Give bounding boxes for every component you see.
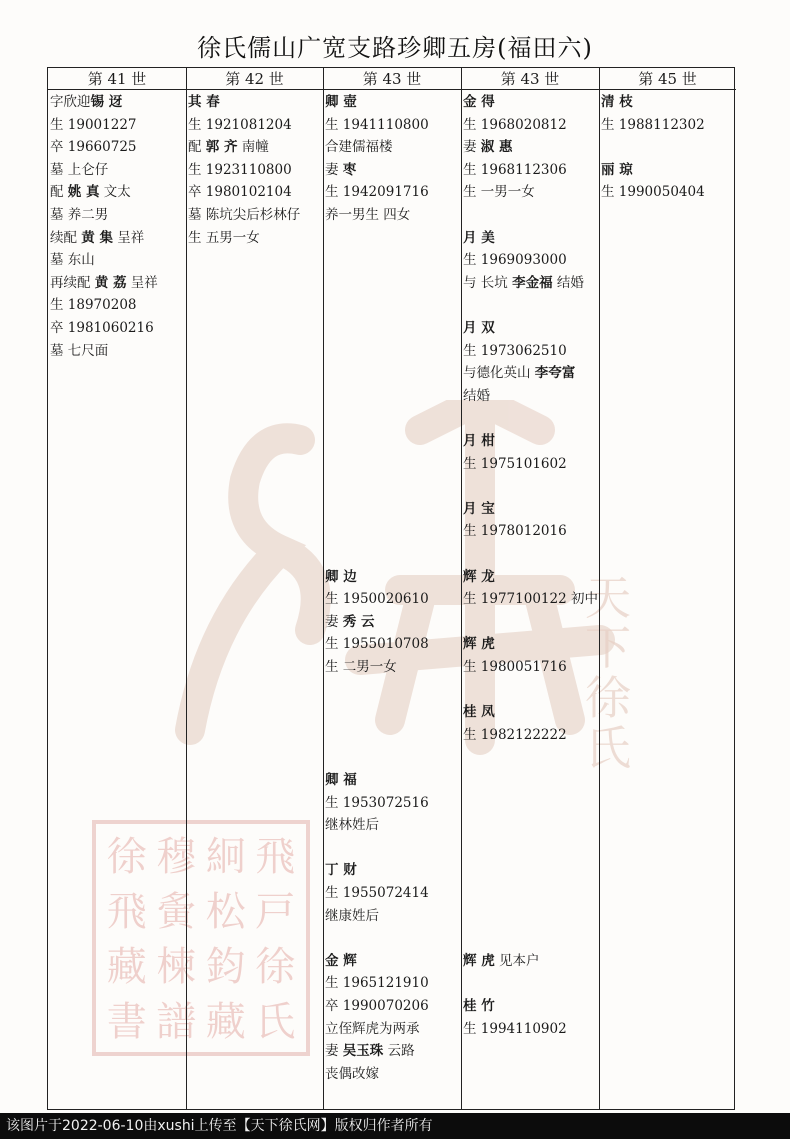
- name-text: 清 枝: [601, 94, 633, 110]
- column-divider: [599, 68, 600, 1109]
- name-text: 吴玉珠: [342, 1043, 384, 1060]
- record-line: [325, 182, 429, 202]
- name-text: 月 双: [463, 320, 495, 336]
- name-text: 桂 竹: [463, 998, 495, 1014]
- record-text: 生 1994110902: [463, 1020, 567, 1037]
- person-name: [463, 567, 495, 587]
- record-line: [325, 612, 375, 632]
- record-text: 生 1941110800: [325, 116, 429, 133]
- record-line: [325, 634, 429, 654]
- record-suffix: 见本户: [494, 952, 540, 969]
- record-text: 生 1990050404: [601, 184, 705, 201]
- seal-char: 楝: [156, 944, 197, 990]
- record-text: 字欣迎: [50, 94, 91, 110]
- header-gen-45: 第 45 世: [599, 68, 736, 90]
- column-divider: [323, 68, 324, 1109]
- name-text: 月 柑: [463, 433, 495, 449]
- record-line: [50, 250, 95, 270]
- record-text: 墓 东山: [50, 252, 95, 269]
- record-text: 生 二男一女: [325, 659, 397, 675]
- record-line: [463, 137, 513, 157]
- record-text: 续配: [50, 229, 82, 246]
- name-text: 金 得: [463, 94, 495, 110]
- name-text: 月 美: [463, 229, 495, 246]
- person-name: [463, 318, 495, 338]
- record-line: [463, 115, 567, 135]
- person-name: [463, 996, 495, 1016]
- record-line: [188, 228, 260, 248]
- record-line: [188, 182, 292, 202]
- genealogy-table: [47, 67, 735, 1110]
- person-name: [463, 702, 495, 722]
- name-text: 秀 云: [342, 613, 375, 630]
- record-line: [50, 160, 108, 180]
- record-line: [463, 657, 567, 677]
- record-line: [325, 815, 379, 835]
- record-text: 卒 1981060216: [50, 320, 154, 336]
- seal-char: 鈞: [205, 944, 246, 990]
- seal-char: 松: [205, 889, 246, 935]
- name-text: 郭 齐: [205, 139, 238, 156]
- page-title: 徐氏儒山广宽支路珍卿五房(福田六): [197, 34, 593, 62]
- name-text: 卿 福: [325, 772, 357, 788]
- record-text: 生 1921081204: [188, 116, 292, 133]
- record-suffix: 文太: [99, 184, 131, 201]
- record-text: 生 1923110800: [188, 161, 292, 178]
- name-text: 辉 龙: [463, 568, 495, 585]
- footer-copyright: 该图片于2022-06-10由xushi上传至【天下徐氏网】版权归作者所有: [0, 1113, 790, 1139]
- name-text: 淑 惠: [480, 139, 513, 156]
- person-name: [325, 567, 357, 587]
- record-line: [50, 115, 137, 135]
- record-text: 生 18970208: [50, 297, 137, 314]
- record-line: [325, 883, 429, 903]
- record-line: [463, 454, 567, 474]
- person-name: [463, 228, 495, 248]
- record-line: [325, 1064, 379, 1084]
- record-line: [50, 318, 154, 338]
- name-text: 姚 真: [67, 184, 100, 201]
- seal-char: 徐: [255, 944, 296, 990]
- record-text: 生 1988112302: [601, 116, 705, 133]
- person-name: [463, 431, 495, 451]
- person-name: [601, 92, 633, 112]
- watermark-char: 氏: [585, 721, 631, 775]
- record-line: [463, 363, 575, 383]
- header-gen-43b: 第 43 世: [461, 68, 599, 90]
- record-line: [50, 137, 137, 157]
- record-text: 配: [50, 184, 68, 201]
- record-text: 生 1950020610: [325, 591, 429, 608]
- header-gen-41: 第 41 世: [48, 68, 186, 90]
- person-name: [325, 92, 357, 112]
- record-suffix: 南幢: [237, 139, 269, 156]
- record-line: [325, 115, 429, 135]
- name-text: 辉 虎: [463, 636, 495, 653]
- seal-char: 藏: [205, 999, 246, 1045]
- name-text: 枣: [342, 161, 357, 178]
- watermark-char: 徐: [585, 671, 631, 725]
- seal-char: 戸: [255, 889, 296, 935]
- record-line: [463, 160, 567, 180]
- record-text: 生 1975101602: [463, 455, 567, 472]
- name-text: 月 宝: [463, 500, 495, 517]
- record-text: 合建儒福楼: [325, 139, 393, 156]
- record-line: [463, 273, 584, 293]
- name-text: 其 春: [188, 94, 220, 110]
- person-name: [325, 951, 357, 971]
- column-divider: [461, 68, 462, 1109]
- seal-char: 穆: [156, 834, 197, 880]
- record-text: 妻: [325, 613, 343, 630]
- record-text: 生 一男一女: [463, 184, 535, 201]
- name-text: 丽 琼: [601, 161, 633, 178]
- name-text: 李夸富: [534, 365, 576, 382]
- header-gen-42: 第 42 世: [186, 68, 323, 90]
- name-text: 卿 壺: [325, 94, 357, 110]
- record-text: 生 1968020812: [463, 116, 567, 133]
- record-line: [463, 386, 490, 406]
- record-text: 立侄辉虎为两承: [325, 1020, 420, 1037]
- record-line: [50, 228, 144, 248]
- record-line: [325, 205, 410, 225]
- seal-char: 氏: [255, 999, 296, 1045]
- record-text: 与 长坑: [463, 274, 513, 291]
- record-text: 生 1953072516: [325, 794, 429, 811]
- record-line: [601, 115, 705, 135]
- record-text: 继康姓后: [325, 907, 379, 924]
- name-text: 卿 边: [325, 568, 357, 585]
- record-line: [463, 725, 567, 745]
- watermark-char: 下: [585, 621, 631, 675]
- record-text: 生 1982122222: [463, 726, 567, 743]
- record-text: 妻: [463, 139, 481, 156]
- record-text: 妻: [325, 161, 343, 178]
- name-text: 李金福: [512, 274, 553, 291]
- record-line: [325, 793, 429, 813]
- person-name: [601, 160, 633, 180]
- person-name: [325, 770, 357, 790]
- seal-char: 飛: [255, 834, 296, 880]
- record-line: [325, 906, 379, 926]
- record-text: 再续配: [50, 274, 95, 291]
- record-line: [50, 92, 122, 112]
- person-name: [463, 634, 495, 654]
- record-line: [463, 1019, 567, 1039]
- record-line: [463, 341, 567, 361]
- record-text: 墓 养二男: [50, 207, 109, 223]
- record-line: [325, 589, 429, 609]
- record-line: [50, 295, 137, 315]
- record-text: 生 1980051716: [463, 659, 567, 675]
- record-text: 卒 1990070206: [325, 998, 429, 1014]
- record-line: [50, 341, 108, 361]
- record-line: [325, 160, 356, 180]
- record-text: 结婚: [463, 387, 490, 404]
- record-line: [50, 205, 108, 225]
- record-line: [463, 589, 598, 609]
- seal-char: 徐: [106, 834, 147, 880]
- record-line: [463, 182, 535, 202]
- record-text: 生 1977100122 初中: [463, 591, 598, 608]
- seal-char: 譜: [156, 999, 197, 1045]
- record-suffix: 云路: [383, 1043, 415, 1060]
- seal-char: 絅: [205, 834, 246, 880]
- person-name: [188, 92, 220, 112]
- record-line: [325, 973, 429, 993]
- record-suffix: 结婚: [552, 274, 584, 291]
- name-text: 丁 财: [325, 862, 357, 879]
- seal-char: 書: [106, 999, 147, 1045]
- name-text: 黄 荔: [94, 274, 127, 291]
- record-text: 生 1973062510: [463, 342, 567, 359]
- name-text: 桂 凤: [463, 704, 495, 721]
- record-text: 生 1965121910: [325, 975, 429, 992]
- record-text: 生 五男一女: [188, 229, 260, 246]
- record-line: [325, 1019, 420, 1039]
- column-divider: [186, 68, 187, 1109]
- record-text: 继林姓后: [325, 817, 379, 834]
- record-line: [188, 160, 292, 180]
- record-text: 墓 上仑仔: [50, 161, 109, 178]
- record-line: [188, 115, 292, 135]
- record-text: 生 1978012016: [463, 523, 567, 540]
- record-line: [463, 521, 567, 541]
- record-suffix: 呈祥: [126, 274, 158, 291]
- record-text: 丧偶改嫁: [325, 1065, 379, 1082]
- record-line: [188, 137, 269, 157]
- record-text: 配: [188, 139, 206, 156]
- record-line: [325, 657, 397, 677]
- record-suffix: 呈祥: [113, 229, 145, 246]
- record-line: [325, 137, 393, 157]
- record-text: 妻: [325, 1043, 343, 1060]
- watermark-char: 天: [585, 571, 631, 625]
- name-text: 锡 迓: [90, 94, 123, 110]
- record-text: 生 1942091716: [325, 184, 429, 201]
- person-name: [463, 92, 495, 112]
- record-text: 生 19001227: [50, 116, 137, 133]
- record-text: 生 1969093000: [463, 252, 567, 269]
- seal-char: 夤: [156, 889, 197, 935]
- header-gen-43a: 第 43 世: [323, 68, 461, 90]
- record-text: 卒 1980102104: [188, 184, 292, 201]
- person-name: [463, 951, 540, 971]
- record-line: [50, 182, 131, 202]
- seal-char: 藏: [106, 944, 147, 990]
- record-text: 生 1968112306: [463, 161, 567, 178]
- seal-char: 飛: [106, 889, 147, 935]
- name-text: 黄 集: [81, 229, 113, 246]
- record-line: [601, 182, 705, 202]
- record-line: [325, 996, 429, 1016]
- person-name: [325, 860, 357, 880]
- header-row-border: [48, 68, 736, 90]
- record-text: 卒 19660725: [50, 139, 137, 156]
- record-line: [463, 250, 567, 270]
- record-text: 墓 七尺面: [50, 342, 109, 359]
- record-line: [325, 1041, 415, 1061]
- name-text: 辉 虎: [463, 952, 495, 969]
- record-text: 与德化英山: [463, 365, 535, 382]
- record-line: [50, 273, 158, 293]
- record-line: [188, 205, 300, 225]
- name-text: 金 辉: [325, 952, 357, 969]
- record-text: 养一男生 四女: [325, 207, 411, 223]
- person-name: [463, 499, 495, 519]
- record-text: 生 1955010708: [325, 636, 429, 653]
- record-text: 生 1955072414: [325, 885, 429, 901]
- record-text: 墓 陈坑尖后杉林仔: [188, 207, 301, 223]
